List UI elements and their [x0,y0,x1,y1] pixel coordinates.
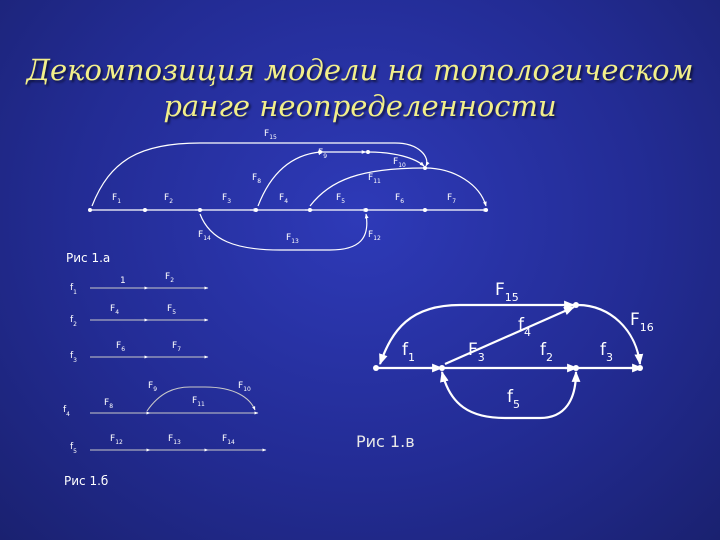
label-b-F5: $F_5$ [167,304,177,316]
label-c-F3: $F_3$ [468,340,485,364]
arc-F8 [258,152,320,206]
label-c-f1: $f_1$ [402,340,415,364]
row-label-f4: $f_4$ [63,405,70,418]
edge-f4 [445,307,574,364]
label-F2: $F_2$ [164,193,174,205]
label-c-f2: $f_2$ [540,340,553,364]
label-F15: $F_{15}$ [264,129,277,141]
row-label-f1: $f_1$ [70,283,77,296]
label-F11: $F_{11}$ [368,173,381,185]
label-F14: $F_{14}$ [198,230,211,242]
label-b-F12: $F_{12}$ [110,434,123,446]
label-b-F14: $F_{14}$ [222,434,235,446]
label-c-f3: $f_3$ [600,340,613,364]
caption-fig-1c: Рис 1.в [356,432,415,451]
label-F4: $F_4$ [279,193,289,205]
figure-1c [356,280,654,451]
label-F13: $F_{13}$ [286,233,299,245]
label-F3: $F_3$ [222,193,232,205]
label-F5: $F_5$ [336,193,346,205]
figure-1a [66,129,488,265]
label-F6: $F_6$ [395,193,405,205]
figure-1b [63,272,266,488]
label-F8: $F_8$ [252,173,262,185]
label-c-F15: $F_{15}$ [495,280,519,304]
label-F10: $F_{10}$ [393,157,406,169]
label-F7: $F_7$ [447,193,457,205]
title-line-2: ранге неопределенности [163,89,557,123]
caption-fig-1b: Рис 1.б [64,474,109,488]
label-F9: $F_9$ [318,148,328,160]
label-b-F10: $F_{10}$ [238,381,251,393]
label-c-f4: $f_4$ [518,315,531,339]
label-c-F16: $F_{16}$ [630,310,654,334]
arc-F13 [200,214,367,250]
label-1: 1 [120,276,126,286]
row-label-f5: $f_5$ [70,442,77,455]
row-label-f2: $f_2$ [70,315,77,328]
label-b-F4: $F_4$ [110,304,120,316]
label-b-F8: $F_8$ [104,398,114,410]
label-b-F7: $F_7$ [172,341,182,353]
label-b-F2: $F_2$ [165,272,175,284]
row-label-f3: $f_3$ [70,351,77,364]
label-c-f5: $f_5$ [507,387,520,411]
label-b-F13: $F_{13}$ [168,434,181,446]
label-F1: $F_1$ [112,193,122,205]
label-F12: $F_{12}$ [368,230,381,242]
label-b-F9: $F_9$ [148,381,158,393]
caption-fig-1a: Рис 1.а [66,251,111,265]
label-b-F11: $F_{11}$ [192,396,205,408]
label-b-F6: $F_6$ [116,341,126,353]
title-line-1: Декомпозиция модели на топологическом [26,53,694,87]
